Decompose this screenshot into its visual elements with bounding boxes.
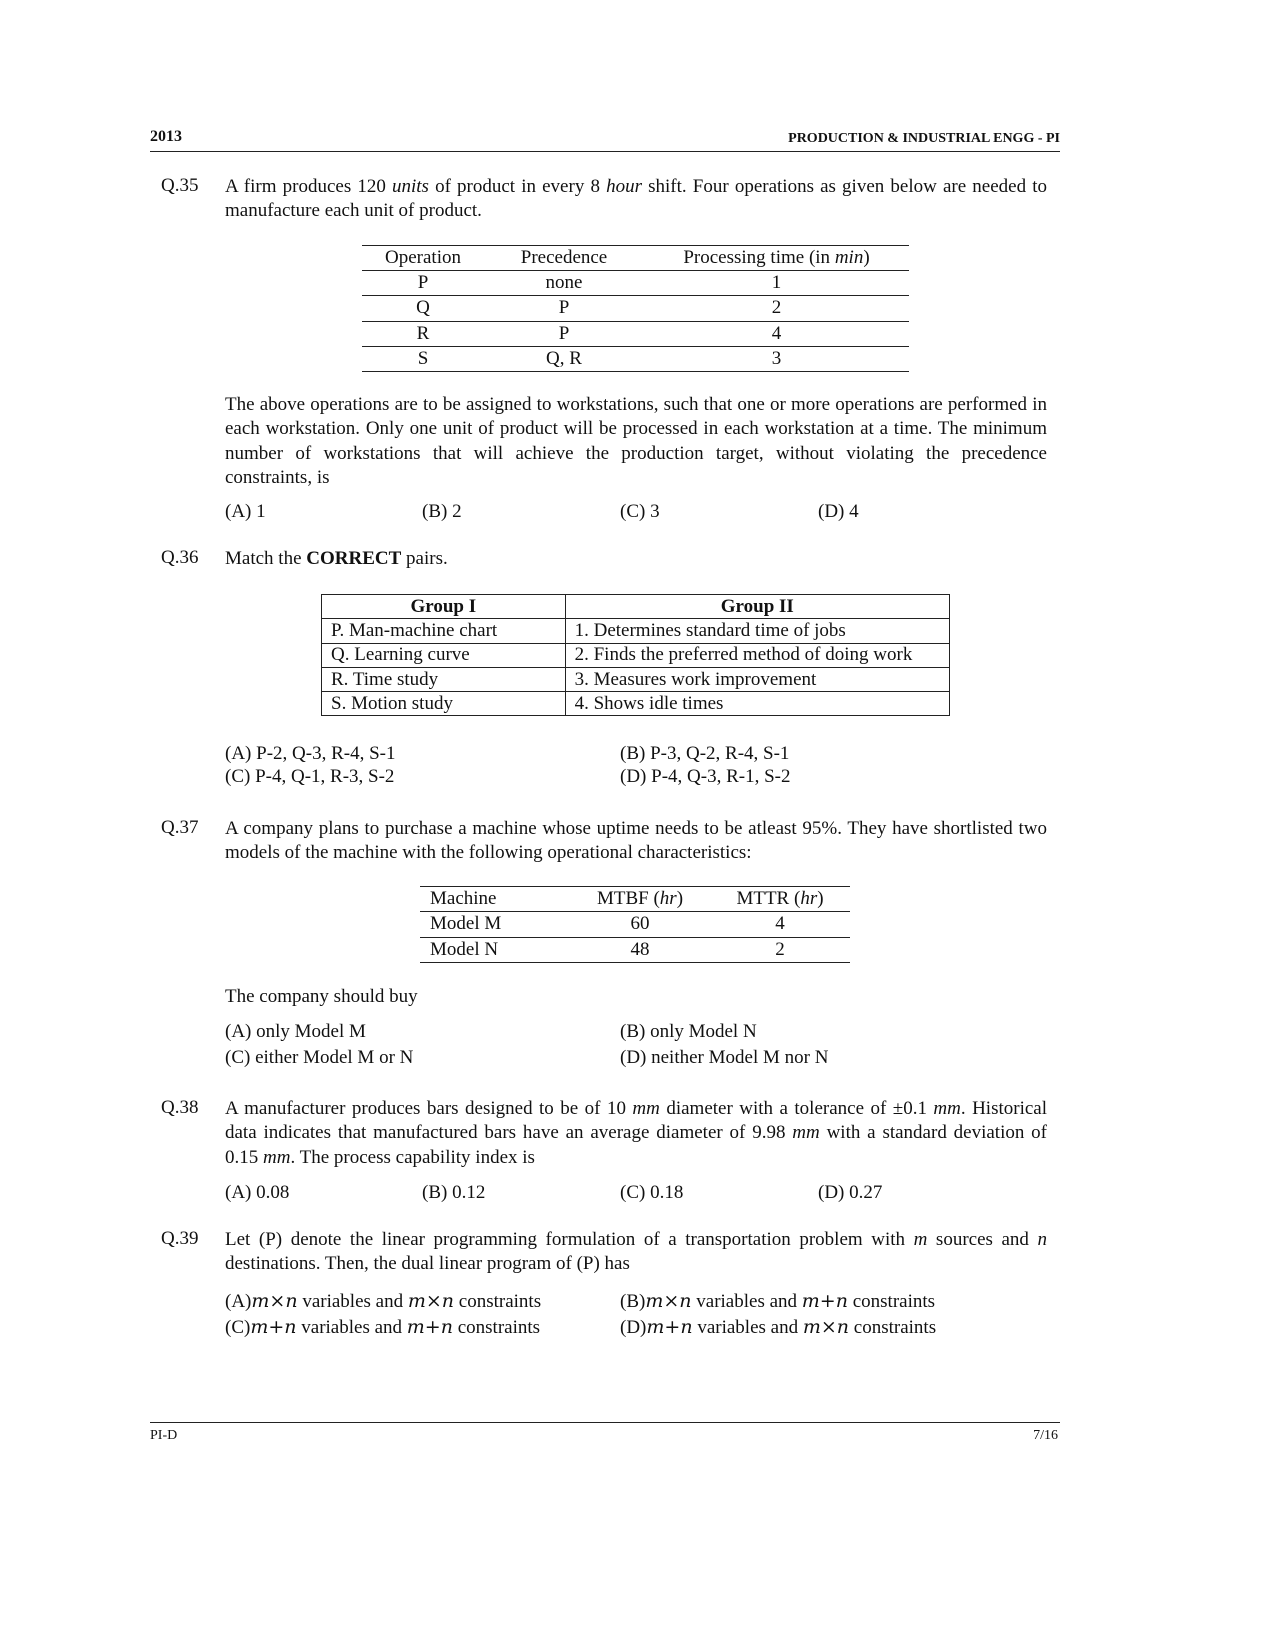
q35-number: Q.35 — [161, 175, 199, 196]
table-header: Group II — [565, 595, 949, 619]
table-row: Q P 2 — [362, 296, 909, 321]
table-row: R. Time study 3. Measures work improvement — [322, 667, 950, 691]
header-subject: PRODUCTION & INDUSTRIAL ENGG - PI — [788, 131, 1060, 146]
q35-option-a: (A) 1 — [225, 501, 266, 522]
footer-code: PI-D — [150, 1428, 178, 1443]
q35-operations-table — [362, 245, 909, 372]
q38-option-d: (D) 0.27 — [818, 1182, 883, 1203]
q36-text: Match the CORRECT pairs. — [225, 548, 448, 569]
q37-body: The company should buy — [225, 986, 418, 1007]
table-header: Group I — [322, 595, 566, 619]
table-row: P none 1 — [362, 271, 909, 296]
table-header: Precedence — [484, 246, 644, 271]
q36-match-table — [321, 594, 950, 716]
table-header: Operation — [362, 246, 484, 271]
footer-divider — [150, 1422, 1060, 1423]
q37-option-c: (C) either Model M or N — [225, 1047, 414, 1068]
q38-number: Q.38 — [161, 1097, 199, 1118]
header-divider — [150, 151, 1060, 152]
table-header: MTTR (hr) — [710, 887, 850, 912]
table-row: S Q, R 3 — [362, 346, 909, 371]
q38-option-a: (A) 0.08 — [225, 1182, 290, 1203]
table-header: Processing time (in min) — [644, 246, 909, 271]
q37-number: Q.37 — [161, 817, 199, 838]
header-year: 2013 — [150, 128, 182, 145]
table-header: Machine — [420, 887, 570, 912]
q39-number: Q.39 — [161, 1228, 199, 1249]
q37-option-d: (D) neither Model M nor N — [620, 1047, 829, 1068]
q37-intro: A company plans to purchase a machine whose uptime needs to be atleast 95%. They have shortlisted two models of the machine with the following operational characteristics: — [225, 818, 1047, 864]
page-number: 7/16 — [1033, 1428, 1058, 1443]
q39-option-b: (B)m×n variables and m+n constraints — [620, 1290, 936, 1312]
q35-option-d: (D) 4 — [818, 501, 859, 522]
q37-option-a: (A) only Model M — [225, 1021, 366, 1042]
q39-option-a: (A)m×n variables and m×n constraints — [225, 1290, 542, 1312]
q38-text: A manufacturer produces bars designed to be of 10 mm diameter with a tolerance of ±0.1 mm. Historical data indicates that manufactured bars have an average diameter of 9.98 mm with a standard deviation of 0.15 mm. The process capability index is — [225, 1098, 1048, 1168]
q35-intro: A firm produces 120 units of product in every 8 hour shift. Four operations as given below are needed to manufacture each unit of product. — [225, 176, 1047, 222]
q36-number: Q.36 — [161, 547, 199, 568]
q39-option-c: (C)m+n variables and m+n constraints — [225, 1316, 541, 1338]
table-row: Model N 48 2 — [420, 937, 850, 962]
table-row: S. Motion study 4. Shows idle times — [322, 692, 950, 716]
q37-machine-table — [420, 886, 850, 963]
q36-option-d: (D) P-4, Q-3, R-1, S-2 — [620, 766, 791, 787]
q36-option-b: (B) P-3, Q-2, R-4, S-1 — [620, 743, 790, 764]
table-row: Q. Learning curve 2. Finds the preferred method of doing work — [322, 643, 950, 667]
table-row: Model M 60 4 — [420, 912, 850, 937]
q35-body: The above operations are to be assigned to workstations, such that one or more operations are performed in each workstation. Only one unit of product will be processed in each workstation at a time. The minimum number of workstations that will achieve the production target, without violating the precedence constraints, is — [225, 394, 1047, 488]
q39-text: Let (P) denote the linear programming formulation of a transportation problem with m sources and n destinations. Then, the dual linear program of (P) has — [225, 1229, 1047, 1275]
q35-option-b: (B) 2 — [422, 501, 462, 522]
table-header: MTBF (hr) — [570, 887, 710, 912]
table-row: R P 4 — [362, 321, 909, 346]
q38-option-c: (C) 0.18 — [620, 1182, 684, 1203]
q39-option-d: (D)m+n variables and m×n constraints — [620, 1316, 937, 1338]
q36-option-c: (C) P-4, Q-1, R-3, S-2 — [225, 766, 395, 787]
q37-option-b: (B) only Model N — [620, 1021, 757, 1042]
table-row: P. Man-machine chart 1. Determines standard time of jobs — [322, 619, 950, 643]
q38-option-b: (B) 0.12 — [422, 1182, 486, 1203]
q36-option-a: (A) P-2, Q-3, R-4, S-1 — [225, 743, 396, 764]
q35-option-c: (C) 3 — [620, 501, 660, 522]
